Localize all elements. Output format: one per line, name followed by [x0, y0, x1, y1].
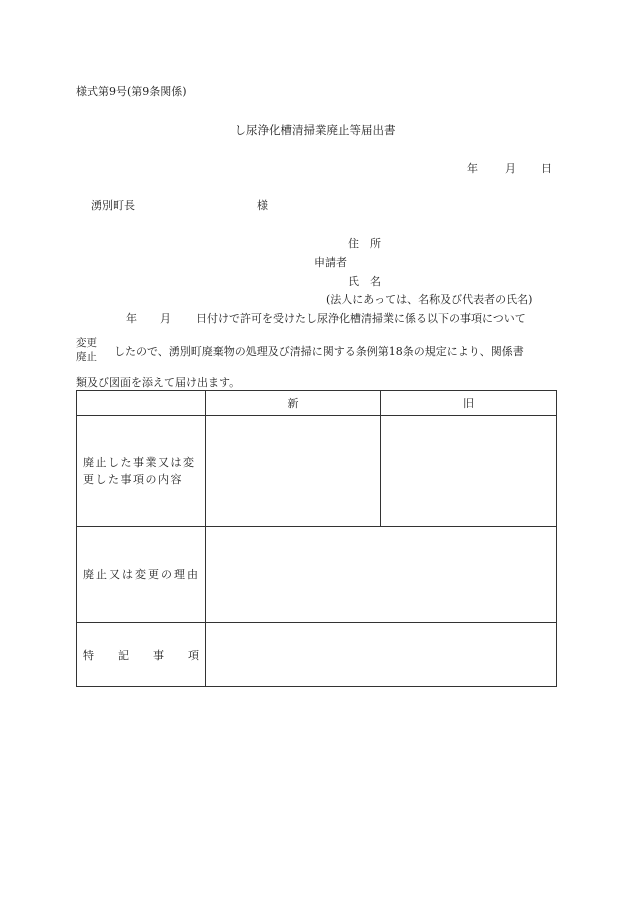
details-table [76, 390, 557, 687]
row2-label: 廃止又は変更の理由 [77, 527, 206, 623]
table-row [77, 527, 557, 623]
table-header-row [77, 391, 557, 416]
row1-new-cell[interactable] [206, 416, 381, 527]
header-new: 新 [206, 391, 381, 416]
address-label: 住 所 [348, 237, 381, 250]
row3-label [77, 623, 206, 687]
date-day-label: 日 [541, 162, 552, 175]
row3-char-1: 特 [83, 648, 94, 662]
date-month-label: 月 [505, 162, 516, 175]
row3-content-cell[interactable] [206, 623, 557, 687]
row1-label: 廃止した事業又は変更した事項の内容 [77, 416, 206, 527]
body-month-label: 月 [160, 312, 171, 325]
body-line2: したので、湧別町廃棄物の処理及び清掃に関する条例第18条の規定により、関係書 [114, 345, 524, 358]
name-label: 氏 名 [348, 275, 381, 288]
row3-char-2: 記 [118, 648, 129, 662]
body-year-label: 年 [126, 312, 137, 325]
applicant-label: 申請者 [314, 256, 347, 269]
corporate-note: (法人にあっては、名称及び代表者の氏名) [326, 293, 533, 306]
choice-change: 変更 [76, 337, 97, 349]
form-number: 様式第9号(第9条関係) [76, 85, 187, 98]
header-blank-cell [77, 391, 206, 416]
row1-old-cell[interactable] [381, 416, 557, 527]
table-row [77, 623, 557, 687]
addressee-honorific: 様 [257, 199, 268, 212]
addressee-name: 湧別町長 [91, 199, 135, 212]
row3-char-3: 事 [153, 648, 164, 662]
row2-content-cell[interactable] [206, 527, 557, 623]
header-old: 旧 [381, 391, 557, 416]
date-year-label: 年 [467, 162, 478, 175]
document-title: し尿浄化槽清掃業廃止等届出書 [234, 123, 396, 137]
body-line1: 日付けで許可を受けたし尿浄化槽清掃業に係る以下の事項について [196, 312, 526, 325]
choice-abolish: 廃止 [76, 351, 97, 363]
body-line3: 類及び図面を添えて届け出ます。 [76, 376, 241, 389]
table-row [77, 416, 557, 527]
row3-char-4: 項 [188, 648, 199, 662]
